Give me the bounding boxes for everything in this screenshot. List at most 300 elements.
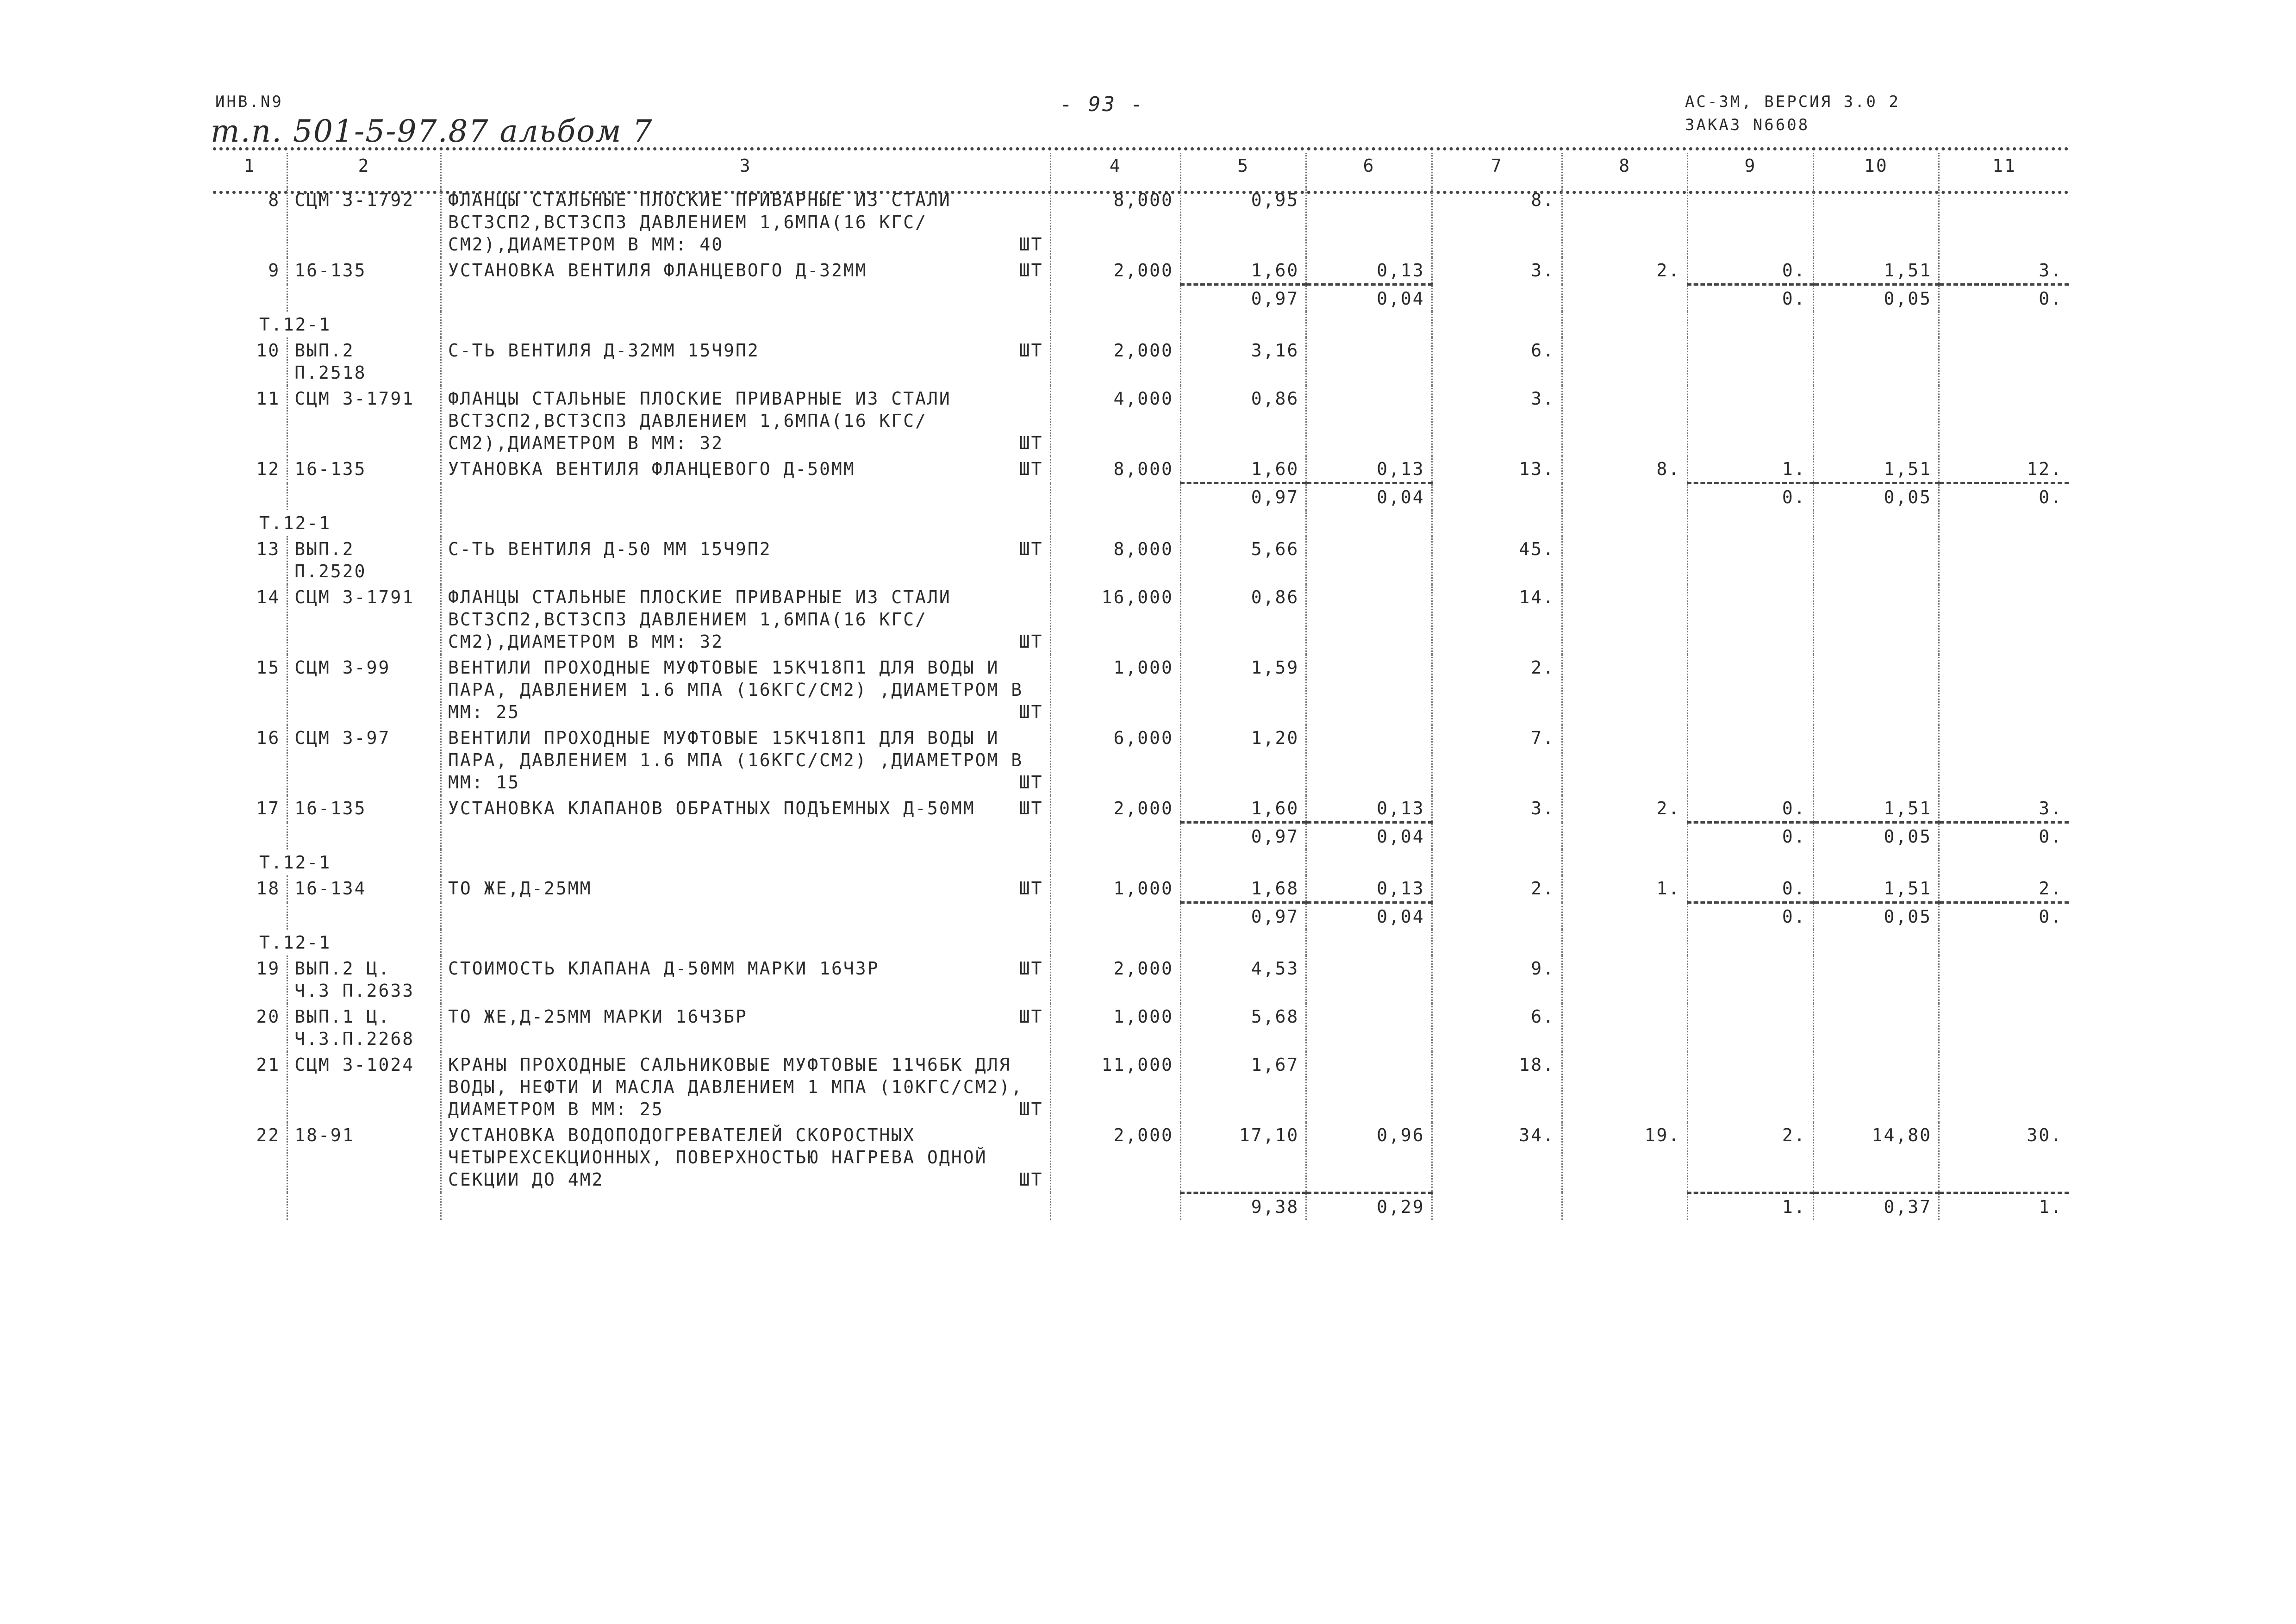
cell-c9 [1688, 337, 1813, 386]
row-number: 11 [213, 386, 287, 456]
cell-c9: 2. [1688, 1122, 1813, 1193]
empty-cell [1688, 849, 1813, 875]
cell-c9 [1688, 386, 1813, 456]
empty-cell [441, 483, 1050, 511]
cell-c11 [1939, 1052, 2070, 1122]
row-code: 16-135 [287, 795, 441, 823]
table-row [213, 655, 2069, 725]
cell-c10 [1813, 956, 1939, 1004]
description-text: ФЛАНЦЫ СТАЛЬНЫЕ ПЛОСКИЕ ПРИВАРНЫЕ ИЗ СТАЛИ ВСТ3СП2,ВСТ3СП3 ДАВЛЕНИЕМ 1,6МПА(16 КГС/СМ2),ДИАМЕТРОМ В ММ: 32 [448, 587, 951, 652]
empty-cell [1050, 823, 1180, 850]
table-row [213, 386, 2069, 456]
unit-label: ШТ [1019, 798, 1043, 818]
cell-c11 [1939, 725, 2070, 795]
table-row [213, 257, 2069, 285]
description-text: ТО ЖЕ,Д-25ММ МАРКИ 16Ч3БР [448, 1006, 748, 1027]
cell-c8 [1562, 337, 1687, 386]
empty-cell [1562, 312, 1687, 337]
sub-cell-c5: 0,97 [1180, 285, 1306, 312]
unit-label: ШТ [1019, 772, 1043, 793]
sub-cell-c6: 0,29 [1306, 1193, 1432, 1220]
empty-cell [213, 903, 287, 930]
cell-c6 [1306, 386, 1432, 456]
empty-cell [441, 849, 1050, 875]
empty-cell [213, 823, 287, 850]
sub-cell-c9: 0. [1688, 483, 1813, 511]
cell-c9 [1688, 1052, 1813, 1122]
unit-label: ШТ [1019, 234, 1043, 255]
empty-cell [1180, 312, 1306, 337]
cell-c7: 13. [1432, 456, 1562, 483]
row-number: 21 [213, 1052, 287, 1122]
unit-label: ШТ [1019, 702, 1043, 722]
row-number: 14 [213, 584, 287, 655]
description-text: ВЕНТИЛИ ПРОХОДНЫЕ МУФТОВЫЕ 15КЧ18П1 ДЛЯ ВОДЫ И ПАРА, ДАВЛЕНИЕМ 1.6 МПА (16КГС/СМ2) ,ДИАМЕТРОМ В ММ: 25 [448, 657, 1023, 722]
row-code: СЦМ 3-1791 [287, 584, 441, 655]
row-number: 18 [213, 875, 287, 903]
unit-label: ШТ [1019, 260, 1043, 281]
row-code: СЦМ 3-99 [287, 655, 441, 725]
sub-cell-c11: 0. [1939, 823, 2070, 850]
cell-c11 [1939, 337, 2070, 386]
cell-c11 [1939, 655, 2070, 725]
cell-c4: 1,000 [1050, 655, 1180, 725]
cell-c6: 0,13 [1306, 875, 1432, 903]
empty-cell [441, 285, 1050, 312]
column-number-row [213, 153, 2069, 187]
empty-cell [1050, 312, 1180, 337]
cell-c4: 8,000 [1050, 456, 1180, 483]
empty-cell [1432, 510, 1562, 536]
cell-c6: 0,13 [1306, 456, 1432, 483]
description-text: С-ТЬ ВЕНТИЛЯ Д-32ММ 15Ч9П2 [448, 340, 760, 361]
table-row [213, 1122, 2069, 1193]
cell-c4: 11,000 [1050, 1052, 1180, 1122]
row-code: СЦМ 3-1792 [287, 187, 441, 257]
cell-c8: 8. [1562, 456, 1687, 483]
row-number: 19 [213, 956, 287, 1004]
empty-cell [441, 930, 1050, 956]
empty-cell [1562, 849, 1687, 875]
empty-cell [1306, 510, 1432, 536]
cell-c10 [1813, 1052, 1939, 1122]
cell-c5: 1,67 [1180, 1052, 1306, 1122]
table-row [213, 795, 2069, 823]
norm-reference: Т.12-1 [213, 849, 441, 875]
row-code: 16-135 [287, 257, 441, 285]
empty-cell [1432, 823, 1562, 850]
empty-cell [1562, 823, 1687, 850]
row-number: 8 [213, 187, 287, 257]
empty-cell [1432, 285, 1562, 312]
cell-c6: 0,13 [1306, 795, 1432, 823]
table-row [213, 536, 2069, 584]
row-number: 20 [213, 1004, 287, 1052]
empty-cell [1306, 849, 1432, 875]
cell-c5: 1,68 [1180, 875, 1306, 903]
cell-c7: 18. [1432, 1052, 1562, 1122]
cell-c10: 1,51 [1813, 456, 1939, 483]
empty-cell [287, 483, 441, 511]
row-code: ВЫП.2 П.2520 [287, 536, 441, 584]
cell-c8: 1. [1562, 875, 1687, 903]
sub-cell-c9: 0. [1688, 823, 1813, 850]
row-code: 16-135 [287, 456, 441, 483]
unit-label: ШТ [1019, 340, 1043, 361]
row-description [441, 725, 1050, 795]
cell-c10 [1813, 187, 1939, 257]
empty-cell [1050, 285, 1180, 312]
cell-c8: 2. [1562, 795, 1687, 823]
empty-cell [213, 483, 287, 511]
table-row [213, 875, 2069, 903]
cell-c7: 34. [1432, 1122, 1562, 1193]
table-subrow [213, 285, 2069, 312]
cell-c7: 6. [1432, 1004, 1562, 1052]
sub-cell-c11: 0. [1939, 483, 2070, 511]
sub-cell-c10: 0,05 [1813, 903, 1939, 930]
cell-c10: 1,51 [1813, 257, 1939, 285]
cell-c4: 1,000 [1050, 875, 1180, 903]
cell-c8 [1562, 1004, 1687, 1052]
cell-c5: 0,95 [1180, 187, 1306, 257]
description-text: ФЛАНЦЫ СТАЛЬНЫЕ ПЛОСКИЕ ПРИВАРНЫЕ ИЗ СТАЛИ ВСТ3СП2,ВСТ3СП3 ДАВЛЕНИЕМ 1,6МПА(16 КГС/СМ2),ДИАМЕТРОМ В ММ: 32 [448, 388, 951, 453]
row-code: ВЫП.1 Ц. Ч.3.П.2268 [287, 1004, 441, 1052]
empty-cell [1432, 483, 1562, 511]
unit-label: ШТ [1019, 631, 1043, 652]
cell-c4: 1,000 [1050, 1004, 1180, 1052]
unit-label: ШТ [1019, 539, 1043, 559]
description-text: ФЛАНЦЫ СТАЛЬНЫЕ ПЛОСКИЕ ПРИВАРНЫЕ ИЗ СТАЛИ ВСТ3СП2,ВСТ3СП3 ДАВЛЕНИЕМ 1,6МПА(16 КГС/СМ2),ДИАМЕТРОМ В ММ: 40 [448, 190, 951, 255]
sub-cell-c5: 0,97 [1180, 903, 1306, 930]
page-number: - 93 - [1060, 93, 1145, 116]
cell-c10 [1813, 1004, 1939, 1052]
sub-cell-c5: 0,97 [1180, 823, 1306, 850]
unit-label: ШТ [1019, 1099, 1043, 1119]
cell-c11: 3. [2039, 260, 2063, 281]
table-row [213, 956, 2069, 1004]
empty-cell [1813, 312, 1939, 337]
row-description [441, 456, 1050, 483]
cell-c9 [1688, 655, 1813, 725]
cell-c8: 2. [1562, 257, 1687, 285]
sub-cell-c9: 0. [1688, 285, 1813, 312]
empty-cell [1050, 903, 1180, 930]
cell-c10 [1813, 725, 1939, 795]
row-description [441, 536, 1050, 584]
cell-c11: 30. [2027, 1125, 2063, 1145]
cell-c7: 3. [1432, 795, 1562, 823]
cell-c5: 1,60 [1180, 795, 1306, 823]
table-subrow [213, 823, 2069, 850]
row-description [441, 337, 1050, 386]
cell-c11 [1939, 1004, 2070, 1052]
cell-c7: 3. [1432, 386, 1562, 456]
empty-cell [1432, 849, 1562, 875]
inventory-label: ИНВ.N9 [215, 93, 283, 111]
cell-c4: 2,000 [1050, 337, 1180, 386]
row-description [441, 1052, 1050, 1122]
cell-c5: 5,66 [1180, 536, 1306, 584]
cell-c7: 45. [1432, 536, 1562, 584]
column-header: 7 [1432, 153, 1562, 187]
row-number: 16 [213, 725, 287, 795]
cell-c10 [1813, 337, 1939, 386]
table-row [213, 584, 2069, 655]
sub-cell-c6: 0,04 [1306, 823, 1432, 850]
cell-c7: 2. [1432, 655, 1562, 725]
empty-cell [1306, 930, 1432, 956]
description-text: УСТАНОВКА КЛАПАНОВ ОБРАТНЫХ ПОДЪЕМНЫХ Д-50ММ [448, 798, 975, 818]
cell-c6 [1306, 725, 1432, 795]
table-subrow [213, 903, 2069, 930]
cell-c8 [1562, 725, 1687, 795]
cell-c5: 17,10 [1180, 1122, 1306, 1193]
cell-c5: 1,60 [1180, 456, 1306, 483]
row-description [441, 1004, 1050, 1052]
cell-c6 [1306, 337, 1432, 386]
row-description [441, 875, 1050, 903]
row-code: СЦМ 3-97 [287, 725, 441, 795]
column-header: 10 [1813, 153, 1939, 187]
table-row [213, 456, 2069, 483]
sub-cell-c9: 1. [1688, 1193, 1813, 1220]
cell-c8 [1562, 187, 1687, 257]
cell-c8 [1562, 655, 1687, 725]
row-number: 12 [213, 456, 287, 483]
empty-cell [1688, 312, 1813, 337]
table-note-row [213, 312, 2069, 337]
column-header: 4 [1050, 153, 1180, 187]
cell-c4: 2,000 [1050, 956, 1180, 1004]
row-description [441, 187, 1050, 257]
empty-cell [1688, 510, 1813, 536]
sub-cell-c10: 0,05 [1813, 823, 1939, 850]
row-description [441, 655, 1050, 725]
cell-c5: 0,86 [1180, 386, 1306, 456]
empty-cell [441, 510, 1050, 536]
empty-cell [1306, 312, 1432, 337]
description-text: УСТАНОВКА ВОДОПОДОГРЕВАТЕЛЕЙ СКОРОСТНЫХ ЧЕТЫРЕХСЕКЦИОННЫХ, ПОВЕРХНОСТЬЮ НАГРЕВА ОДНОЙ СЕКЦИИ ДО 4М2 [448, 1125, 987, 1190]
row-code: СЦМ 3-1024 [287, 1052, 441, 1122]
empty-cell [441, 903, 1050, 930]
cell-c9 [1688, 536, 1813, 584]
column-header: 1 [213, 153, 287, 187]
cell-c4: 6,000 [1050, 725, 1180, 795]
row-number: 13 [213, 536, 287, 584]
row-code: 16-134 [287, 875, 441, 903]
sub-cell-c9: 0. [1688, 903, 1813, 930]
empty-cell [1562, 930, 1687, 956]
cell-c8 [1562, 956, 1687, 1004]
cell-c4: 2,000 [1050, 257, 1180, 285]
row-code: ВЫП.2 П.2518 [287, 337, 441, 386]
empty-cell [1180, 510, 1306, 536]
cell-c8 [1562, 386, 1687, 456]
cell-c8 [1562, 1052, 1687, 1122]
sub-cell-c10: 0,37 [1813, 1193, 1939, 1220]
cell-c8 [1562, 584, 1687, 655]
empty-cell [1688, 930, 1813, 956]
estimate-table [213, 153, 2069, 1220]
cell-c4: 16,000 [1050, 584, 1180, 655]
empty-cell [441, 823, 1050, 850]
column-header: 2 [287, 153, 441, 187]
table-note-row [213, 849, 2069, 875]
unit-label: ШТ [1019, 1006, 1043, 1027]
sub-cell-c5: 0,97 [1180, 483, 1306, 511]
norm-reference: Т.12-1 [213, 312, 441, 337]
cell-c10 [1813, 386, 1939, 456]
unit-label: ШТ [1019, 878, 1043, 899]
cell-c11 [1939, 187, 2070, 257]
empty-cell [1813, 930, 1939, 956]
description-text: СТОИМОСТЬ КЛАПАНА Д-50ММ МАРКИ 16Ч3Р [448, 958, 880, 979]
empty-cell [1813, 510, 1939, 536]
unit-label: ШТ [1019, 459, 1043, 479]
cell-c7: 6. [1432, 337, 1562, 386]
table-row [213, 725, 2069, 795]
cell-c10 [1813, 655, 1939, 725]
row-description [441, 956, 1050, 1004]
cell-c4: 2,000 [1050, 1122, 1180, 1193]
cell-c9 [1688, 956, 1813, 1004]
empty-cell [1939, 510, 2070, 536]
empty-cell [1562, 510, 1687, 536]
cell-c11 [1939, 956, 2070, 1004]
empty-cell [213, 1193, 287, 1220]
empty-cell [1050, 1193, 1180, 1220]
empty-cell [1050, 483, 1180, 511]
unit-label: ШТ [1019, 958, 1043, 979]
row-code: ВЫП.2 Ц. Ч.3 П.2633 [287, 956, 441, 1004]
cell-c9 [1688, 584, 1813, 655]
sub-cell-c10: 0,05 [1813, 483, 1939, 511]
order-number: ЗАКАЗ N6608 [1685, 116, 1810, 134]
empty-cell [1432, 903, 1562, 930]
row-code: СЦМ 3-1791 [287, 386, 441, 456]
row-description [441, 795, 1050, 823]
cell-c11: 12. [2027, 459, 2063, 479]
cell-c9: 0. [1688, 875, 1813, 903]
empty-cell [1939, 930, 2070, 956]
empty-cell [287, 903, 441, 930]
sub-cell-c11: 1. [1939, 1193, 2070, 1220]
row-description [441, 386, 1050, 456]
description-text: КРАНЫ ПРОХОДНЫЕ САЛЬНИКОВЫЕ МУФТОВЫЕ 11Ч6БК ДЛЯ ВОДЫ, НЕФТИ И МАСЛА ДАВЛЕНИЕМ 1 МПА (10КГС/СМ2), ДИАМЕТРОМ В ММ: 25 [448, 1055, 1023, 1119]
cell-c7: 2. [1432, 875, 1562, 903]
empty-cell [1432, 1193, 1562, 1220]
table-note-row [213, 930, 2069, 956]
column-header: 3 [441, 153, 1050, 187]
row-number: 10 [213, 337, 287, 386]
empty-cell [1939, 312, 2070, 337]
empty-cell [1939, 849, 2070, 875]
cell-c6 [1306, 655, 1432, 725]
description-text: УТАНОВКА ВЕНТИЛЯ ФЛАНЦЕВОГО Д-50ММ [448, 459, 855, 479]
cell-c4: 8,000 [1050, 536, 1180, 584]
cell-c5: 3,16 [1180, 337, 1306, 386]
empty-cell [441, 312, 1050, 337]
top-rule [213, 147, 2069, 150]
column-header: 11 [1992, 156, 2016, 176]
cell-c9: 0. [1688, 795, 1813, 823]
cell-c6 [1306, 1052, 1432, 1122]
cell-c8 [1562, 536, 1687, 584]
sub-cell-c11: 0. [1939, 903, 2070, 930]
cell-c4: 4,000 [1050, 386, 1180, 456]
handwritten-project-note: т.п. 501-5-97.87 альбом 7 [211, 113, 653, 149]
cell-c9: 1. [1688, 456, 1813, 483]
empty-cell [1562, 1193, 1687, 1220]
row-code: 18-91 [287, 1122, 441, 1193]
cell-c10 [1813, 536, 1939, 584]
table-row [213, 187, 2069, 257]
row-number: 22 [213, 1122, 287, 1193]
column-header: 8 [1562, 153, 1687, 187]
empty-cell [1562, 285, 1687, 312]
empty-cell [1050, 849, 1180, 875]
cell-c6 [1306, 1004, 1432, 1052]
cell-c10: 1,51 [1813, 875, 1939, 903]
unit-label: ШТ [1019, 433, 1043, 453]
cell-c5: 5,68 [1180, 1004, 1306, 1052]
norm-reference: Т.12-1 [213, 930, 441, 956]
table-body [213, 187, 2069, 1220]
cell-c4: 8,000 [1050, 187, 1180, 257]
cell-c9 [1688, 725, 1813, 795]
row-description [441, 584, 1050, 655]
cell-c7: 3. [1432, 257, 1562, 285]
cell-c7: 8. [1432, 187, 1562, 257]
row-number: 9 [213, 257, 287, 285]
row-description [441, 257, 1050, 285]
empty-cell [1562, 903, 1687, 930]
cell-c11 [1939, 536, 2070, 584]
table-subrow [213, 1193, 2069, 1220]
cell-c9 [1688, 187, 1813, 257]
cell-c6 [1306, 584, 1432, 655]
cell-c10: 14,80 [1813, 1122, 1939, 1193]
cell-c7: 9. [1432, 956, 1562, 1004]
empty-cell [287, 823, 441, 850]
cell-c5: 1,60 [1180, 257, 1306, 285]
table-row [213, 1052, 2069, 1122]
empty-cell [1562, 483, 1687, 511]
table-row [213, 1004, 2069, 1052]
cell-c5: 0,86 [1180, 584, 1306, 655]
sub-cell-c11: 0. [1939, 285, 2070, 312]
cell-c6 [1306, 956, 1432, 1004]
empty-cell [1180, 930, 1306, 956]
norm-reference: Т.12-1 [213, 510, 441, 536]
empty-cell [287, 1193, 441, 1220]
cell-c11 [1939, 386, 2070, 456]
column-header: 9 [1688, 153, 1813, 187]
empty-cell [1432, 930, 1562, 956]
table-row [213, 337, 2069, 386]
empty-cell [1813, 849, 1939, 875]
cell-c7: 14. [1432, 584, 1562, 655]
description-text: ВЕНТИЛИ ПРОХОДНЫЕ МУФТОВЫЕ 15КЧ18П1 ДЛЯ ВОДЫ И ПАРА, ДАВЛЕНИЕМ 1.6 МПА (16КГС/СМ2) ,ДИАМЕТРОМ В ММ: 15 [448, 728, 1023, 793]
cell-c7: 7. [1432, 725, 1562, 795]
cell-c5: 4,53 [1180, 956, 1306, 1004]
program-version: АС-3М, ВЕРСИЯ 3.0 2 [1685, 93, 1900, 111]
sub-cell-c10: 0,05 [1813, 285, 1939, 312]
sub-cell-c6: 0,04 [1306, 483, 1432, 511]
cell-c9 [1688, 1004, 1813, 1052]
cell-c6 [1306, 536, 1432, 584]
